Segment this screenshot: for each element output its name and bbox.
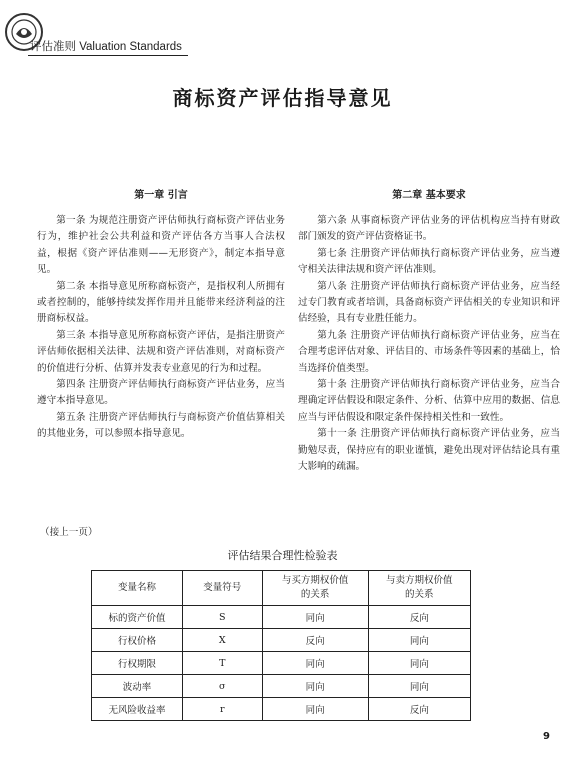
table-cell: 同向 [368, 652, 470, 675]
table-cell: σ [182, 675, 262, 698]
article-paragraph: 第八条 注册资产评估师执行商标资产评估业务，应当经过专门教育或者培训，具备商标资产评估相关的专业知识和评估经验，具有专业胜任能力。 [298, 280, 560, 325]
page-number: 9 [543, 731, 550, 742]
table-cell: 同向 [262, 675, 368, 698]
table-cell: 同向 [262, 652, 368, 675]
table-cell: 同向 [368, 675, 470, 698]
left-column [37, 186, 285, 443]
table-cell: 无风险收益率 [92, 698, 183, 721]
page-title: 商标资产评估指导意见 [172, 86, 393, 110]
column-header: 与买方期权价值的关系 [262, 571, 368, 606]
section-header-label: 评估准则 Valuation Standards [30, 41, 182, 53]
table-cell: X [182, 629, 262, 652]
article-paragraph: 第三条 本指导意见所称商标资产评估，是指注册资产评估师依据相关法律、法规和资产评估准则，对商标资产的价值进行分析、估算并发表专业意见的行为和过程。 [37, 329, 285, 374]
table-row [92, 606, 471, 629]
chapter-heading: 第二章 基本要求 [392, 190, 466, 201]
reasonableness-check-table [91, 570, 471, 721]
table-row [92, 629, 471, 652]
table-cell: 反向 [368, 698, 470, 721]
table-header-row [92, 571, 471, 606]
table-cell: 反向 [262, 629, 368, 652]
article-paragraph: 第七条 注册资产评估师执行商标资产评估业务，应当遵守相关法律法规和资产评估准则。 [298, 247, 560, 276]
table-cell: 同向 [262, 606, 368, 629]
article-paragraph: 第六条 从事商标资产评估业务的评估机构应当持有财政部门颁发的资产评估资格证书。 [298, 215, 560, 243]
column-header: 与卖方期权价值的关系 [368, 571, 470, 606]
article-paragraph: 第二条 本指导意见所称商标资产，是指权利人所拥有或者控制的，能够持续发挥作用并且能带来经济利益的注册商标权益。 [37, 280, 285, 325]
table-cell: S [182, 606, 262, 629]
column-header: 变量符号 [182, 571, 262, 606]
table-row [92, 675, 471, 698]
article-paragraph: 第一条 为规范注册资产评估师执行商标资产评估业务行为，维护社会公共利益和资产评估各方当事人合法权益，根据《资产评估准则——无形资产》，制定本指导意见。 [37, 215, 285, 276]
chapter-heading: 第一章 引言 [134, 190, 188, 201]
table-cell: T [182, 652, 262, 675]
article-paragraph: 第十条 注册资产评估师执行商标资产评估业务，应当合理确定评估假设和限定条件、分析、估算中应用的数据、信息应当与评估假设和限定条件保持相关性和一致性。 [298, 379, 560, 423]
table-cell: 同向 [262, 698, 368, 721]
table-row [92, 698, 471, 721]
table-cell: 行权价格 [92, 629, 183, 652]
continued-label: （接上一页） [40, 527, 98, 538]
table-cell: r [182, 698, 262, 721]
table-cell: 同向 [368, 629, 470, 652]
right-column [298, 186, 560, 476]
table-cell: 标的资产价值 [92, 606, 183, 629]
table-cell: 波动率 [92, 675, 183, 698]
table-cell: 反向 [368, 606, 470, 629]
table-row [92, 652, 471, 675]
article-paragraph: 第五条 注册资产评估师执行与商标资产价值估算相关的其他业务，可以参照本指导意见。 [37, 411, 285, 440]
header-divider [28, 55, 188, 56]
table-title: 评估结果合理性检验表 [227, 549, 338, 562]
table-cell: 行权期限 [92, 652, 183, 675]
column-header: 变量名称 [92, 571, 183, 606]
article-paragraph: 第四条 注册资产评估师执行商标资产评估业务，应当遵守本指导意见。 [37, 379, 285, 407]
article-paragraph: 第九条 注册资产评估师执行商标资产评估业务，应当在合理考虑评估对象、评估目的、市场条件等因素的基础上，恰当选择价值类型。 [298, 329, 560, 374]
article-paragraph: 第十一条 注册资产评估师执行商标资产评估业务，应当勤勉尽责，保持应有的职业谨慎，避免出现对评估结论具有重大影响的疏漏。 [298, 428, 560, 473]
